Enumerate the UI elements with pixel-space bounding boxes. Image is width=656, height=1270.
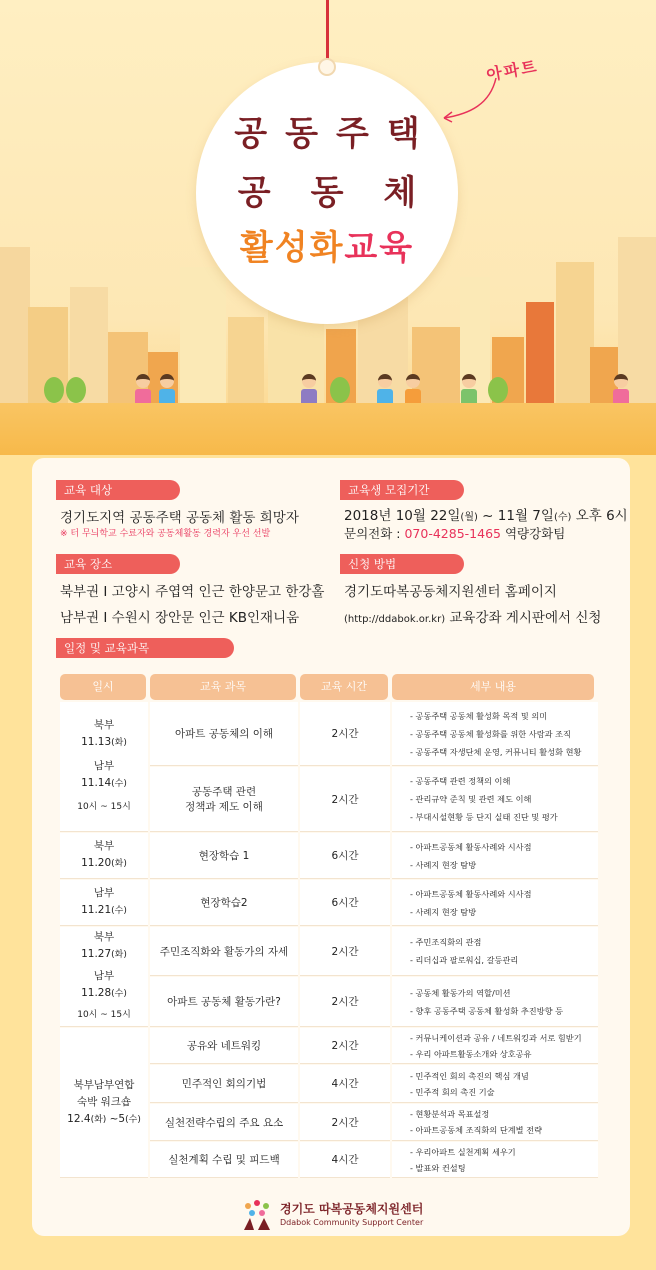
col-header-hours: 교육 시간 (300, 674, 388, 700)
date-day: (수) (111, 989, 127, 999)
details-cell (392, 927, 598, 976)
subject-line: 공동주택 관련 (191, 786, 257, 798)
details-cell (392, 1065, 598, 1103)
details-cell (392, 977, 598, 1027)
date-cell (60, 1028, 148, 1178)
details-cell (392, 1104, 598, 1141)
hours-cell: 2시간 (300, 702, 390, 766)
title-line-3a: 활성화 (239, 228, 345, 268)
date-value: 11.21 (81, 904, 112, 916)
hours-cell: 6시간 (300, 833, 390, 879)
hours-cell: 4시간 (300, 1142, 390, 1178)
subject-cell: 아파트 공동체 활동가란? (150, 977, 298, 1027)
ddabok-logo-icon (238, 1198, 276, 1232)
contact-prefix: 문의전화 : (344, 526, 405, 541)
subject-cell: 아파트 공동체의 이해 (150, 702, 298, 766)
curved-arrow-icon (440, 74, 500, 124)
hours-cell: 2시간 (300, 767, 390, 832)
period-end-day: (수) (553, 512, 572, 523)
date-value: 11.20 (81, 857, 112, 869)
detail-item: - 공동주택 공동체 활성화 목적 및 의미 (410, 710, 548, 721)
ground (0, 403, 656, 455)
col-header-details: 세부 내용 (392, 674, 594, 700)
detail-item: - 향후 공동주택 공동체 활성화 추진방향 등 (410, 1005, 564, 1016)
subject-cell: 현장학습 1 (150, 833, 298, 879)
date-north: 북부 (93, 719, 115, 731)
period-label: 교육생 모집기간 (340, 480, 464, 500)
date-cell (60, 880, 148, 926)
building (556, 262, 594, 407)
detail-item: - 관리규약 준칙 및 관련 제도 이해 (410, 794, 532, 804)
details-cell (392, 833, 598, 879)
building (0, 247, 30, 407)
footer-logo (238, 1198, 438, 1238)
details-cell (392, 767, 598, 832)
contact-team: 역량강화팀 (500, 526, 566, 541)
org-subtitle: Ddabok Community Support Center (280, 1218, 424, 1227)
place-north: 북부권 I 고양시 주엽역 인근 한양문고 한강홀 (60, 584, 325, 600)
date-value: 11.28 (81, 987, 112, 999)
hours-cell: 6시간 (300, 880, 390, 926)
title-line-1: 공동주택 (234, 114, 438, 154)
apply-label: 신청 방법 (340, 554, 464, 574)
date-north: 북부 (93, 840, 115, 852)
period-start-day: (월) (460, 512, 478, 523)
details-cell (392, 1028, 598, 1064)
period-end: ~ 11월 7일 (477, 508, 554, 524)
hanging-string (326, 0, 329, 65)
date-day: (화) (111, 950, 127, 960)
subject-cell: 공유와 네트워킹 (150, 1028, 298, 1064)
date-day: (수) (111, 906, 127, 916)
detail-item: - 민주적인 회의 촉진의 핵심 개념 (410, 1070, 529, 1081)
title-line-3 (196, 220, 458, 269)
period-start: 2018년 10월 22일 (344, 508, 461, 524)
date-cell (60, 833, 148, 879)
detail-item: - 민주적 회의 촉진 기술 (410, 1086, 495, 1097)
place-south: 남부권 I 수원시 장안문 인근 KB인재니움 (60, 610, 300, 626)
workshop-end-day: (수) (125, 1114, 141, 1125)
pin (318, 58, 336, 76)
details-cell (392, 880, 598, 926)
contact-text (344, 524, 565, 542)
date-value: 11.14 (81, 777, 112, 789)
contact-phone[interactable]: 070-4285-1465 (404, 526, 501, 541)
schedule-label: 일정 및 교육과목 (56, 638, 234, 658)
detail-item: - 사례지 현장 탐방 (410, 906, 477, 917)
apply-url[interactable]: (http://ddabok.or.kr) (344, 614, 446, 625)
workshop-line-2: 숙박 워크숍 (76, 1095, 132, 1108)
hours-cell: 2시간 (300, 927, 390, 976)
title-badge (196, 62, 458, 324)
hours-cell: 2시간 (300, 1028, 390, 1064)
date-value: 11.27 (81, 948, 112, 960)
detail-item: - 아파트공동체 조직화의 단계별 전략 (410, 1125, 543, 1135)
date-day: (수) (111, 779, 127, 789)
date-time: 10시 ~ 15시 (77, 802, 131, 812)
hours-cell: 4시간 (300, 1065, 390, 1103)
subject-cell: 민주적인 회의기법 (150, 1065, 298, 1103)
detail-item: - 공동주택 공동체 활성화를 위한 사람과 조직 (410, 728, 571, 739)
subject-cell: 실천계획 수립 및 피드백 (150, 1142, 298, 1178)
details-cell (392, 702, 598, 766)
apartment-label: 아파트 (484, 56, 540, 85)
apply-board: 교육강좌 게시판에서 신청 (445, 610, 602, 626)
detail-item: - 공동체 활동가의 역할/미션 (410, 987, 511, 998)
target-note: ※ 터 무늬학교 수료자와 공동체활동 경력자 우선 선발 (60, 529, 271, 539)
detail-item: - 우리 아파트활동소개와 상호공유 (410, 1048, 532, 1059)
period-text (344, 504, 628, 524)
title-line-2: 공동체 (237, 173, 457, 213)
date-cell (60, 702, 148, 832)
details-cell (392, 1142, 598, 1178)
detail-item: - 주민조직화의 관점 (410, 937, 482, 947)
detail-item: - 발표와 컨설팅 (410, 1162, 466, 1173)
detail-item: - 아파트공동체 활동사례와 시사점 (410, 888, 532, 899)
col-header-subject: 교육 과목 (150, 674, 296, 700)
content-card (32, 458, 630, 1236)
detail-item: - 아파트공동체 활동사례와 시사점 (410, 841, 532, 852)
workshop-start-day: (화) (90, 1114, 107, 1125)
subject-cell: 주민조직화와 활동가의 자세 (150, 927, 298, 976)
target-label: 교육 대상 (56, 480, 180, 500)
detail-item: - 현황분석과 목표설정 (410, 1109, 490, 1119)
detail-item: - 공동주택 자생단체 운영, 커뮤니티 활성화 현황 (410, 746, 582, 757)
title-line-3b: 교육 (344, 228, 415, 268)
detail-item: - 부대시설현황 등 단지 실태 진단 및 평가 (410, 812, 558, 822)
date-cell (60, 927, 148, 1027)
apply-line-2 (344, 606, 601, 626)
date-day: (화) (111, 859, 127, 869)
date-south: 남부 (93, 970, 115, 982)
date-south: 남부 (93, 760, 115, 772)
date-north: 북부 (93, 931, 115, 943)
hero-illustration (0, 0, 656, 455)
workshop-start: 12.4 (67, 1112, 91, 1125)
detail-item: - 공동주택 관련 정책의 이해 (410, 776, 511, 786)
date-time: 10시 ~ 15시 (77, 1010, 131, 1020)
col-header-date: 일시 (60, 674, 146, 700)
workshop-line-1: 북부남부연합 (73, 1078, 135, 1091)
building (228, 317, 264, 407)
hours-cell: 2시간 (300, 977, 390, 1027)
building (526, 302, 554, 407)
building (180, 267, 226, 407)
subject-cell (150, 767, 298, 832)
workshop-end: ~5 (106, 1112, 126, 1125)
subject-cell: 실천전략수립의 주요 요소 (150, 1104, 298, 1141)
date-value: 11.13 (81, 736, 112, 748)
period-end-time: 오후 6시 (571, 508, 628, 524)
date-south: 남부 (93, 887, 115, 899)
detail-item: - 우리아파트 실천계획 세우기 (410, 1146, 516, 1157)
subject-line: 정책과 제도 이해 (185, 801, 263, 813)
target-text: 경기도지역 공동주택 공동체 활동 희망자 (60, 510, 299, 526)
org-name: 경기도 따복공동체지원센터 (280, 1202, 424, 1216)
detail-item: - 리더십과 팔로워십, 갈등관리 (410, 955, 519, 965)
detail-item: - 커뮤니케이션과 공유 / 네트워킹과 서로 힘받기 (410, 1032, 582, 1043)
date-day: (화) (111, 738, 127, 748)
hours-cell: 2시간 (300, 1104, 390, 1141)
place-label: 교육 장소 (56, 554, 180, 574)
apply-line-1: 경기도따복공동체지원센터 홈페이지 (344, 584, 557, 600)
subject-cell: 현장학습2 (150, 880, 298, 926)
detail-item: - 사례지 현장 탐방 (410, 859, 477, 870)
